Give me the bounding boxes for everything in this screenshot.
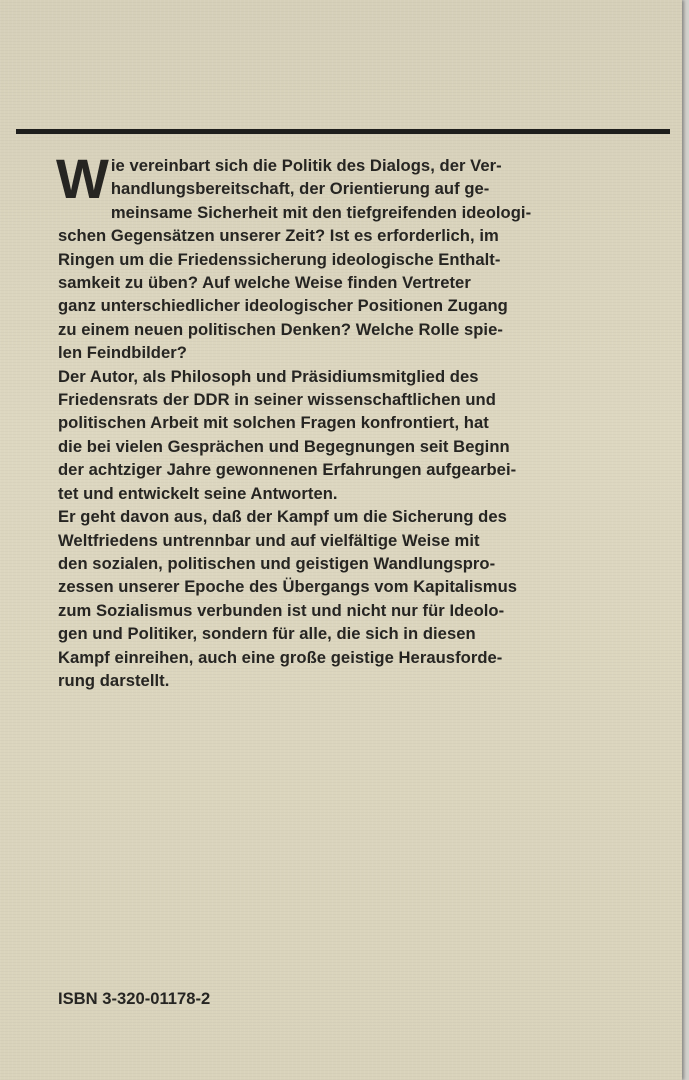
blurb-line: tet und entwickelt seine Antworten.	[58, 483, 338, 503]
blurb-line: rung darstellt.	[58, 670, 170, 690]
blurb-line: Weltfriedens untrennbar und auf vielfältige Weise mit	[58, 530, 480, 550]
blurb-line: ganz unterschiedlicher ideologischer Positionen Zugang	[58, 296, 508, 316]
blurb-line: meinsame Sicherheit mit den tiefgreifenden ideologi-	[110, 202, 532, 222]
blurb-line: Friedensrats der DDR in seiner wissenschaftlichen und	[58, 390, 496, 410]
blurb-line: ie vereinbart sich die Politik des Dialogs, der Ver-	[110, 156, 502, 175]
blurb-line: Der Autor, als Philosoph und Präsidiumsmitglied des	[58, 366, 479, 386]
top-rule	[16, 129, 670, 134]
blurb-line: Ringen um die Friedenssicherung ideologische Enthalt-	[58, 249, 501, 269]
blurb-line: Kampf einreihen, auch eine große geistige Herausforde-	[58, 647, 503, 667]
blurb-line: politischen Arbeit mit solchen Fragen konfrontiert, hat	[58, 413, 489, 433]
blurb-line: zessen unserer Epoche des Übergangs vom Kapitalismus	[58, 577, 518, 597]
blurb-line: die bei vielen Gesprächen und Begegnungen seit Beginn	[58, 436, 510, 456]
blurb-line: samkeit zu üben? Auf welche Weise finden Vertreter	[58, 273, 471, 293]
isbn-number: ISBN 3-320-01178-2	[58, 989, 211, 1008]
dropcap: W	[56, 147, 107, 210]
blurb-text	[56, 147, 618, 692]
blurb-line: Er geht davon aus, daß der Kampf um die Sicherung des	[58, 507, 507, 527]
blurb-line: schen Gegensätzen unserer Zeit? Ist es erforderlich, im	[58, 226, 499, 246]
blurb-line: zum Sozialismus verbunden ist und nicht nur für Ideolo-	[58, 600, 505, 620]
blurb-line: der achtziger Jahre gewonnenen Erfahrungen aufgearbei-	[58, 460, 517, 480]
blurb-line: zu einem neuen politischen Denken? Welche Rolle spie-	[58, 319, 503, 339]
blurb-line: len Feindbilder?	[58, 343, 187, 363]
blurb-line: den sozialen, politischen und geistigen Wandlungspro-	[58, 553, 496, 573]
blurb-line: handlungsbereitschaft, der Orientierung auf ge-	[110, 179, 490, 199]
blurb-line: gen und Politiker, sondern für alle, die sich in diesen	[58, 624, 476, 644]
